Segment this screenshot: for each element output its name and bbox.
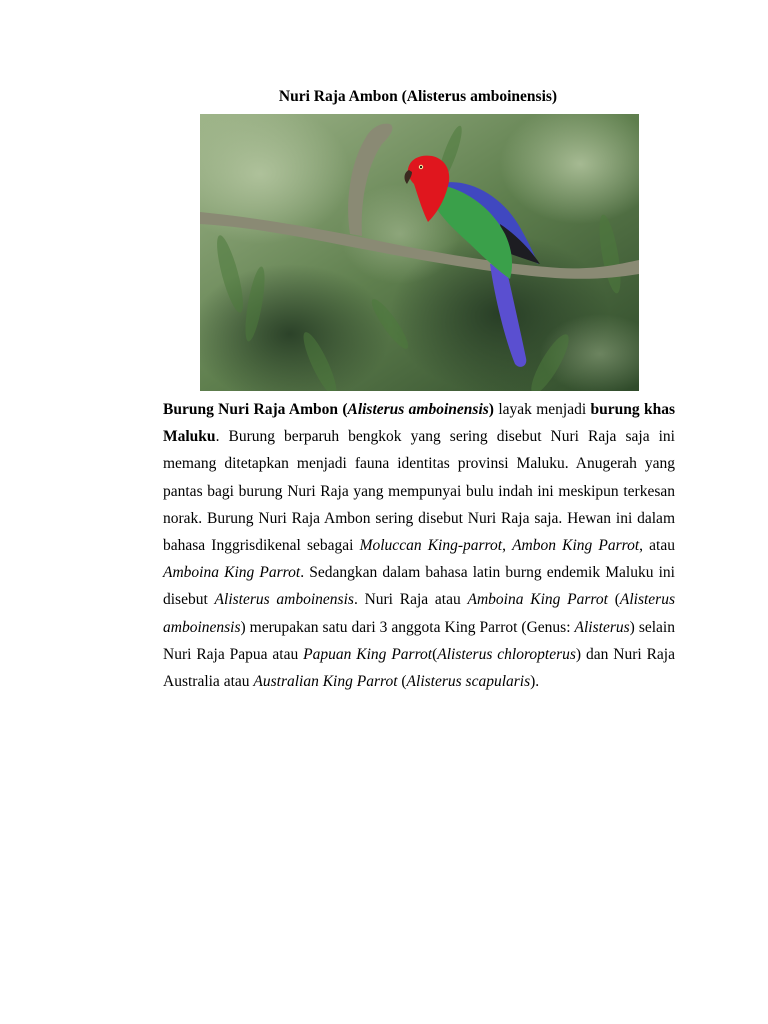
paragraph-segment: . Sedangkan dalam bahasa latin burng endemik Maluku ini disebut — [163, 564, 675, 609]
parrot-photo — [200, 114, 639, 391]
paragraph-segment: Amboina King Parrot — [163, 564, 301, 582]
paragraph-segment: Moluccan King-parrot — [359, 537, 503, 555]
paragraph-segment: Ambon King Parrot — [512, 537, 640, 555]
paragraph-segment: Alisterus amboinensis — [214, 591, 354, 609]
paragraph-segment: . Burung berparuh bengkok yang sering disebut Nuri Raja saja ini memang ditetapkan menjadi fauna identitas provinsi Maluku. Anugerah yang pantas bagi burung Nuri Raja yang mempunyai bulu indah ini meskipun terkesan norak. Burung Nuri Raja Ambon sering disebut Nuri Raja saja. Hewan ini dalam bahasa Inggrisdikenal sebagai — [163, 428, 675, 555]
paragraph-segment: . Nuri Raja atau — [353, 591, 468, 609]
paragraph-segment: Alisterus — [574, 618, 630, 636]
paragraph-segment: ( — [397, 673, 407, 691]
paragraph-segment: ) merupakan satu dari 3 anggota King Parrot (Genus: — [240, 618, 575, 636]
paragraph-segment: Alisterus chloropterus — [437, 645, 576, 663]
paragraph-segment: ) dan Nuri Raja Australia atau — [163, 645, 675, 691]
paragraph-segment: , — [502, 537, 513, 555]
paragraph-segment: Australian King Parrot — [253, 673, 398, 691]
paragraph-segment: Alisterus scapularis — [406, 673, 531, 691]
paragraph-segment: ) — [488, 401, 494, 418]
paragraph-segment: ). — [530, 673, 540, 691]
paragraph-segment: burung khas Maluku — [163, 401, 675, 446]
paragraph-segment: Burung Nuri Raja Ambon ( — [163, 401, 348, 418]
paragraph-segment: ( — [607, 591, 620, 609]
paragraph-segment: Alisterus amboinensis — [163, 591, 675, 636]
body-paragraph — [163, 396, 675, 695]
paragraph-segment: layak menjadi — [493, 401, 591, 418]
page-title: Nuri Raja Ambon (Alisterus amboinensis) — [278, 88, 558, 105]
paragraph-segment: ( — [432, 645, 438, 663]
paragraph-segment: , atau — [639, 537, 675, 555]
paragraph-segment: Alisterus amboinensis — [347, 401, 489, 418]
paragraph-segment: ) selain Nuri Raja Papua atau — [163, 618, 675, 663]
paragraph-segment: Papuan King Parrot — [303, 645, 433, 663]
paragraph-segment: Amboina King Parrot — [467, 591, 608, 609]
